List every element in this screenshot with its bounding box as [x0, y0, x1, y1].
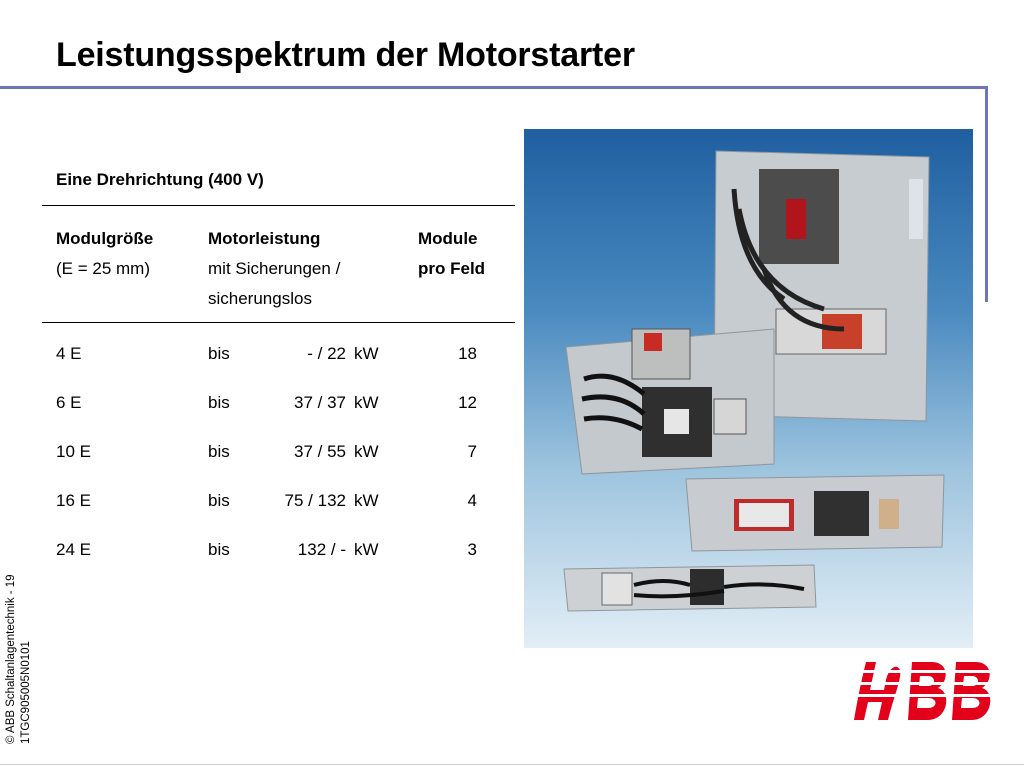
title-underline	[0, 86, 988, 89]
header-modules-label: Module	[418, 229, 478, 248]
row-motor-power: 75 / 132	[284, 491, 346, 510]
row-motor-power: 132 / -	[297, 540, 346, 559]
row-module-size: 4 E	[56, 344, 82, 363]
header-modules-sub: pro Feld	[418, 259, 486, 278]
header-motor-power-sub2: sicherungslos	[208, 289, 312, 308]
table-subtitle: Eine Drehrichtung (400 V)	[56, 170, 264, 189]
row-modules-per-field: 12	[458, 393, 477, 412]
header-motor-power-label: Motorleistung	[208, 229, 321, 248]
table-header-rule	[42, 322, 515, 323]
header-modules-per-field	[418, 224, 485, 284]
table-top-rule	[42, 205, 515, 206]
row-modules-per-field: 18	[458, 344, 477, 363]
row-module-size: 10 E	[56, 442, 91, 461]
row-unit: kW	[354, 540, 379, 559]
motor-starter-photo	[524, 129, 973, 648]
row-modules-per-field: 4	[467, 491, 477, 510]
row-bis: bis	[208, 393, 230, 412]
row-module-size: 16 E	[56, 491, 91, 510]
header-module-size-unit: (E = 25 mm)	[56, 259, 150, 278]
header-module-size-label: Modulgröße	[56, 229, 154, 248]
footer-vertical-text	[4, 514, 34, 744]
row-module-size: 24 E	[56, 540, 91, 559]
row-motor-power: - / 22	[307, 344, 346, 363]
row-bis: bis	[208, 540, 230, 559]
row-module-size: 6 E	[56, 393, 82, 412]
row-modules-per-field: 7	[467, 442, 477, 461]
row-bis: bis	[208, 344, 230, 363]
footer-doc-id: 1TGC905005N0101	[20, 641, 32, 744]
row-bis: bis	[208, 491, 230, 510]
abb-logo	[848, 656, 996, 724]
footer-copyright: © ABB Schaltanlagentechnik - 19	[5, 574, 17, 744]
row-unit: kW	[354, 442, 379, 461]
row-modules-per-field: 3	[467, 540, 477, 559]
row-bis: bis	[208, 442, 230, 461]
bottom-rule	[0, 764, 1024, 765]
row-unit: kW	[354, 491, 379, 510]
right-frame-rule	[985, 86, 988, 302]
row-motor-power: 37 / 37	[294, 393, 346, 412]
row-motor-power: 37 / 55	[294, 442, 346, 461]
header-motor-power	[208, 224, 340, 314]
row-unit: kW	[354, 344, 379, 363]
row-unit: kW	[354, 393, 379, 412]
header-motor-power-sub1: mit Sicherungen /	[208, 259, 341, 278]
header-module-size	[56, 224, 153, 284]
slide-title: Leistungsspektrum der Motorstarter	[56, 36, 635, 74]
